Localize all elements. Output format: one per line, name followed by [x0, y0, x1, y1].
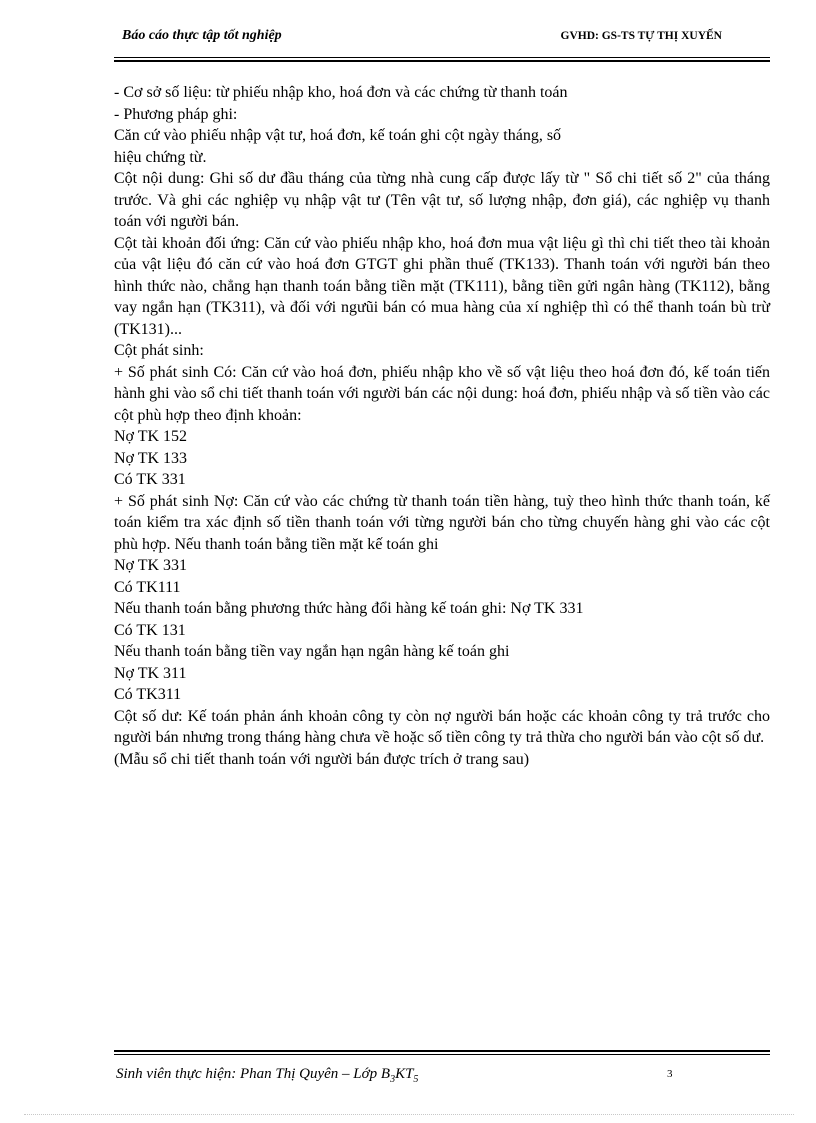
body-line: Nợ TK 133: [114, 449, 188, 467]
body-line: Có TK111: [114, 578, 181, 596]
page-bottom-dotted-line: [24, 1114, 794, 1115]
body-line: Có TK 131: [114, 621, 186, 639]
document-body: [114, 82, 770, 770]
header-supervisor: GVHD: GS-TS TỰ THỊ XUYẾN: [560, 30, 722, 42]
body-line: Nếu thanh toán bằng tiền vay ngắn hạn ngân hàng kế toán ghi: [114, 643, 510, 660]
body-line: Cột phát sinh:: [114, 342, 204, 359]
body-line: - Phương pháp ghi:: [114, 105, 238, 123]
page-number: 3: [667, 1068, 673, 1080]
body-line: Có TK311: [114, 686, 182, 703]
body-line: Nợ TK 331: [114, 557, 188, 574]
footer-student-info: [116, 1066, 418, 1085]
body-line: hiệu chứng từ.: [114, 148, 207, 166]
body-paragraph: + Số phát sinh Nợ: Căn cứ vào các chứng từ thanh toán tiền hàng, tuỳ theo hình thức thanh toán, kế toán kiểm tra xác định số tiền thanh toán với từng người bán cho từng chuyến hàng ghi vào các cột phù hợp. Nếu thanh toán bằng tiền mặt kế toán ghi: [114, 492, 770, 553]
body-paragraph: Cột nội dung: Ghi số dư đầu tháng của từng nhà cung cấp được lấy từ " Sổ chi tiết số 2" của tháng trước. Và ghi các nghiệp vụ nhập vật tư (Tên vật tư, số lượng nhập, đơn giá), các nghiệp vụ thanh toán với người bán.: [114, 170, 770, 230]
body-line: Căn cứ vào phiếu nhập vật tư, hoá đơn, kế toán ghi cột ngày tháng, số: [114, 127, 562, 144]
footer-class-subscript: 3: [390, 1074, 396, 1085]
footer-class-subscript: 5: [413, 1074, 419, 1085]
body-paragraph: Cột số dư: Kế toán phản ánh khoản công ty còn nợ người bán hoặc các khoản công ty trả trước cho người bán nhưng trong tháng hàng chưa về hoặc số tiền công ty trả thừa cho người bán vào cột số dư.: [114, 707, 770, 746]
body-paragraph: Cột tài khoản đối ứng: Căn cứ vào phiếu nhập kho, hoá đơn mua vật liệu gì thì chi tiết theo tài khoản của vật liệu đó căn cứ vào hoá đơn GTGT ghi phần thuế (TK133). Thanh toán với người bán theo hình thức nào, chẳng hạn thanh toán bằng tiền mặt (TK111), bằng tiền gửi ngân hàng (TK112), bằng vay ngắn hạn (TK311), và đối với ngưũi bán có mua hàng của xí nghiệp thì có thể thanh toán bù trừ (TK131)...: [114, 234, 770, 338]
body-line: Nợ TK 311: [114, 664, 187, 682]
body-line: - Cơ sở số liệu: từ phiếu nhập kho, hoá đơn và các chứng từ thanh toán: [114, 84, 568, 101]
body-line: Nếu thanh toán bằng phương thức hàng đổi hàng kế toán ghi: Nợ TK 331: [114, 600, 584, 617]
header-report-title: Báo cáo thực tập tốt nghiệp: [122, 28, 282, 43]
header-divider: [114, 57, 770, 62]
footer-student-text: Sinh viên thực hiện: Phan Thị Quyên – Lớp B: [116, 1066, 391, 1082]
page-header: [114, 26, 770, 48]
footer-divider: [114, 1050, 770, 1055]
body-line: Nợ TK 152: [114, 428, 188, 445]
body-paragraph: + Số phát sinh Có: Căn cứ vào hoá đơn, phiếu nhập kho về số vật liệu theo hoá đơn đó, kế toán tiến hành ghi vào sổ chi tiết thanh toán với người bán các nội dung: hoá đơn, phiếu nhập và số tiền vào các cột phù hợp theo định khoản:: [114, 363, 770, 424]
footer-class-text: KT: [395, 1066, 414, 1082]
body-line: Có TK 331: [114, 471, 186, 488]
body-line: (Mẫu sổ chi tiết thanh toán với người bán được trích ở trang sau): [114, 750, 530, 768]
